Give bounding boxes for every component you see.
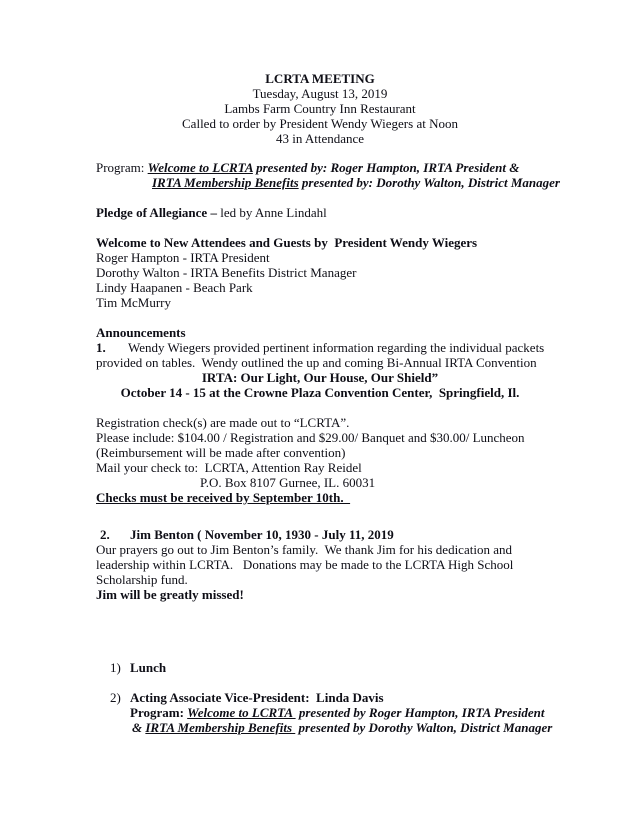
announcement-1-number: 1. <box>96 340 106 355</box>
program-presenter-2: presented by: Dorothy Walton, District Manager <box>298 175 560 190</box>
document-header <box>0 71 640 146</box>
agenda-2-program-line-1 <box>110 705 630 720</box>
announcements-heading: Announcements <box>96 325 186 340</box>
agenda-2-heading-line <box>110 690 630 705</box>
program-line-1 <box>96 160 620 175</box>
agenda-1-label: Lunch <box>130 660 167 675</box>
program-label: Program: <box>96 160 148 175</box>
agenda-1-number: 1) <box>110 660 121 675</box>
program-line-2 <box>96 175 620 190</box>
pledge-line <box>96 205 620 220</box>
registration-deadline <box>0 490 640 505</box>
announcement-2-heading: Jim Benton ( November 10, 1930 - July 11, 2019 <box>130 527 394 542</box>
program-section <box>96 160 620 190</box>
announcement-2-heading-line <box>0 527 640 542</box>
program-title-2: IRTA Membership Benefits <box>152 175 299 190</box>
pledge-leader: led by Anne Lindahl <box>220 205 327 220</box>
registration-line-1: Registration check(s) are made out to “LCRTA”. <box>96 415 350 430</box>
document-title: LCRTA MEETING <box>265 71 375 86</box>
agenda-item-lunch <box>110 660 620 675</box>
agenda-2-number: 2) <box>110 690 121 705</box>
program-presenter-1: presented by: Roger Hampton, IRTA President & <box>252 160 520 175</box>
announcements-section <box>0 325 640 400</box>
agenda-2-program-label: Program: <box>130 705 188 720</box>
agenda-2-heading: Acting Associate Vice-President: Linda Davis <box>130 690 384 705</box>
announcement-2-number: 2. <box>100 527 110 542</box>
registration-line-3: (Reimbursement will be made after convention) <box>96 445 346 460</box>
attendee-name: Lindy Haapanen - Beach Park <box>96 280 253 295</box>
convention-details: October 14 - 15 at the Crowne Plaza Convention Center, Springfield, Il. <box>120 385 520 400</box>
memorial-line-2: leadership within LCRTA. Donations may be made to the LCRTA High School <box>96 557 514 572</box>
registration-line-2: Please include: $104.00 / Registration and $29.00/ Banquet and $30.00/ Luncheon <box>96 430 525 445</box>
agenda-2-ampersand: & <box>132 720 146 735</box>
registration-section <box>0 415 640 505</box>
agenda-2-presenter-2: presented by Dorothy Walton, District Manager <box>295 720 553 735</box>
agenda-1-line <box>110 660 620 675</box>
agenda-2-program-line-2 <box>110 720 630 735</box>
pledge-label: Pledge of Allegiance – <box>96 205 221 220</box>
attendee-name: Dorothy Walton - IRTA Benefits District Manager <box>96 265 357 280</box>
program-title-1: Welcome to LCRTA <box>147 160 253 175</box>
attendee-name: Roger Hampton - IRTA President <box>96 250 270 265</box>
called-to-order: Called to order by President Wendy Wiegers at Noon <box>182 116 458 131</box>
memorial-section <box>0 527 640 602</box>
meeting-date: Tuesday, August 13, 2019 <box>252 86 388 101</box>
agenda-2-program-title-2: IRTA Membership Benefits <box>145 720 296 735</box>
attendee-name: Tim McMurry <box>96 295 172 310</box>
welcome-section <box>96 235 620 310</box>
memorial-line-3: Scholarship fund. <box>96 572 188 587</box>
announcement-1-text: Wendy Wiegers provided pertinent information regarding the individual packets <box>128 340 545 355</box>
attendance-count: 43 in Attendance <box>275 131 365 146</box>
registration-line-4: Mail your check to: LCRTA, Attention Ray Reidel <box>96 460 362 475</box>
registration-po-box: P.O. Box 8107 Gurnee, IL. 60031 <box>200 475 376 490</box>
agenda-2-program-title-1: Welcome to LCRTA <box>187 705 296 720</box>
registration-deadline-text: Checks must be received by September 10th. <box>96 490 351 505</box>
convention-title: IRTA: Our Light, Our House, Our Shield” <box>201 370 439 385</box>
announcement-1-line-2: provided on tables. Wendy outlined the up and coming Bi-Annual IRTA Convention <box>96 355 537 370</box>
meeting-venue: Lambs Farm Country Inn Restaurant <box>224 101 416 116</box>
welcome-heading: Welcome to New Attendees and Guests by President Wendy Wiegers <box>96 235 478 250</box>
pledge-section <box>96 205 620 220</box>
memorial-line-1: Our prayers go out to Jim Benton’s family. We thank Jim for his dedication and <box>96 542 512 557</box>
agenda-item-program <box>110 690 630 735</box>
memorial-closing: Jim will be greatly missed! <box>96 587 244 602</box>
announcement-1-line-1 <box>0 340 640 355</box>
agenda-2-presenter-1: presented by Roger Hampton, IRTA President <box>295 705 545 720</box>
